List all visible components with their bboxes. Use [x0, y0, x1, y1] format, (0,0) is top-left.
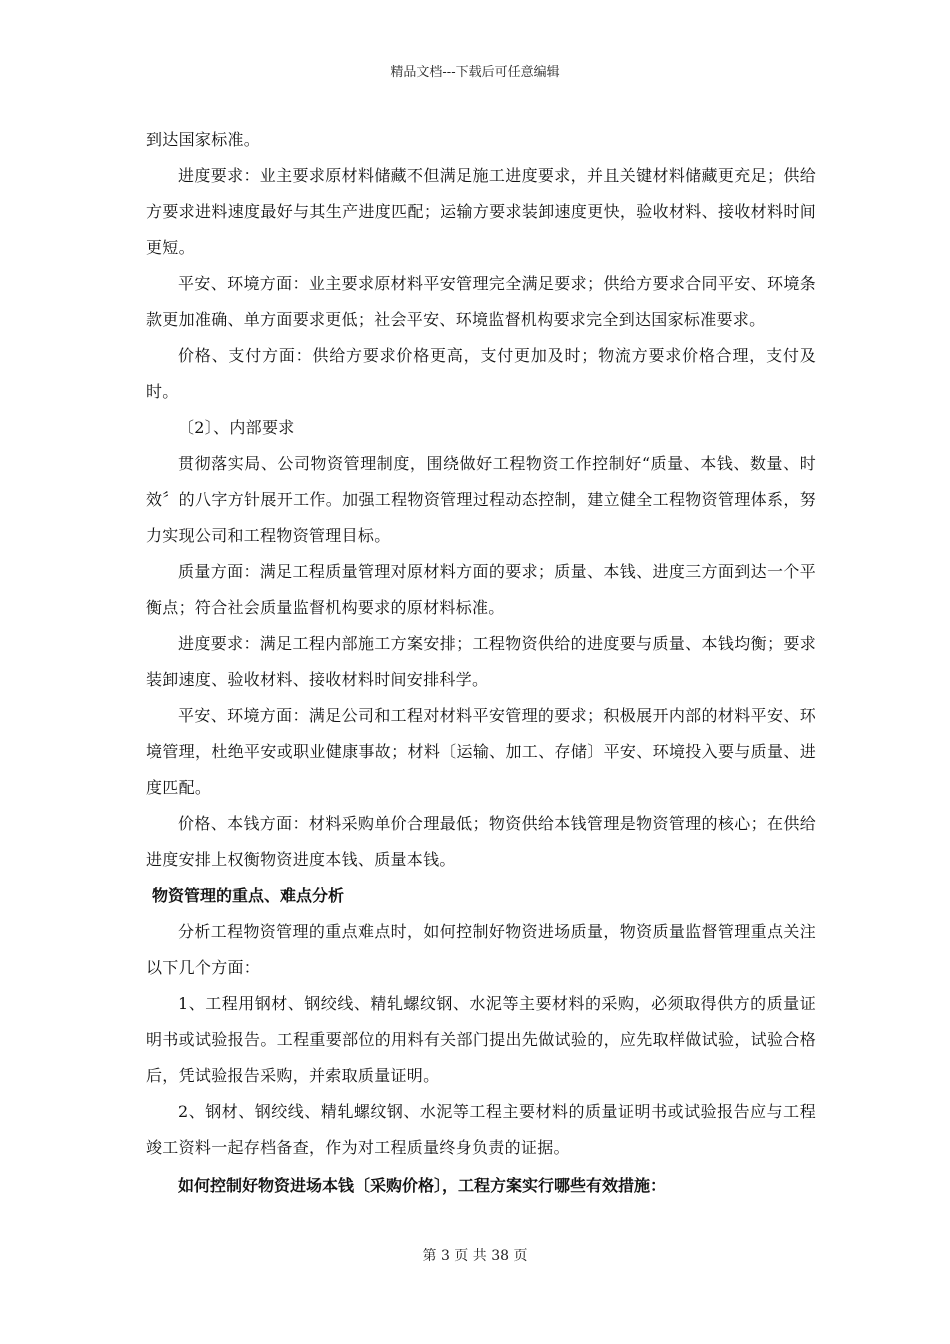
paragraph-internal-policy: 贯彻落实局、公司物资管理制度，围绕做好工程物资工作控制好“质量、本钱、数量、时效〞的八字方针展开工作。加强工程物资管理过程动态控制，建立健全工程物资管理体系，努力实现公司和工程物资管理目标。	[146, 454, 816, 545]
paragraph-external-price: 价格、支付方面：供给方要求价格更高，支付更加及时；物流方要求价格合理，支付及时。	[146, 346, 816, 401]
paragraph-analysis-item-2: 2、钢材、钢绞线、精轧螺纹钢、水泥等工程主要材料的质量证明书或试验报告应与工程竣工资料一起存档备查，作为对工程质量终身负责的证据。	[146, 1102, 816, 1157]
paragraph-internal-cost: 价格、本钱方面：材料采购单价合理最低；物资供给本钱管理是物资管理的核心；在供给进度安排上权衡物资进度本钱、质量本钱。	[146, 814, 816, 869]
paragraph-analysis-item-1: 1、工程用钢材、钢绞线、精轧螺纹钢、水泥等主要材料的采购，必须取得供方的质量证明书或试验报告。工程重要部位的用料有关部门提出先做试验的，应先取样做试验，试验合格后，凭试验报告采购，并索取质量证明。	[146, 994, 816, 1085]
paragraph-internal-safety: 平安、环境方面：满足公司和工程对材料平安管理的要求；积极展开内部的材料平安、环境管理，杜绝平安或职业健康事故；材料〔运输、加工、存储〕平安、环境投入要与质量、进度匹配。	[146, 706, 816, 797]
paragraph-analysis-intro: 分析工程物资管理的重点难点时，如何控制好物资进场质量，物资质量监督管理重点关注以下几个方面：	[146, 922, 816, 977]
paragraph-external-safety: 平安、环境方面：业主要求原材料平安管理完全满足要求；供给方要求合同平安、环境条款更加准确、单方面要求更低；社会平安、环境监督机构要求完全到达国家标准要求。	[146, 274, 816, 329]
subheading-internal-requirements: 〔2〕、内部要求	[178, 418, 295, 437]
page-header: 精品文档---下载后可任意编辑	[390, 65, 560, 80]
paragraph-internal-quality: 质量方面：满足工程质量管理对原材料方面的要求；质量、本钱、进度三方面到达一个平衡点；符合社会质量监督机构要求的原材料标准。	[146, 562, 816, 617]
document-body	[146, 122, 816, 1204]
paragraph-internal-schedule: 进度要求：满足工程内部施工方案安排；工程物资供给的进度要与质量、本钱均衡；要求装卸速度、验收材料、接收材料时间安排科学。	[146, 634, 816, 689]
page-footer: 第 3 页 共 38 页	[422, 1248, 528, 1264]
paragraph-external-schedule: 进度要求：业主要求原材料储藏不但满足施工进度要求，并且关键材料储藏更充足；供给方要求进料速度最好与其生产进度匹配；运输方要求装卸速度更快，验收材料、接收材料时间更短。	[146, 166, 816, 257]
paragraph-continuation: 到达国家标准。	[146, 130, 261, 149]
section-heading-key-points: 物资管理的重点、难点分析	[152, 886, 345, 905]
section-heading-cost-control: 如何控制好物资进场本钱〔采购价格〕，工程方案实行哪些有效措施：	[178, 1176, 667, 1195]
